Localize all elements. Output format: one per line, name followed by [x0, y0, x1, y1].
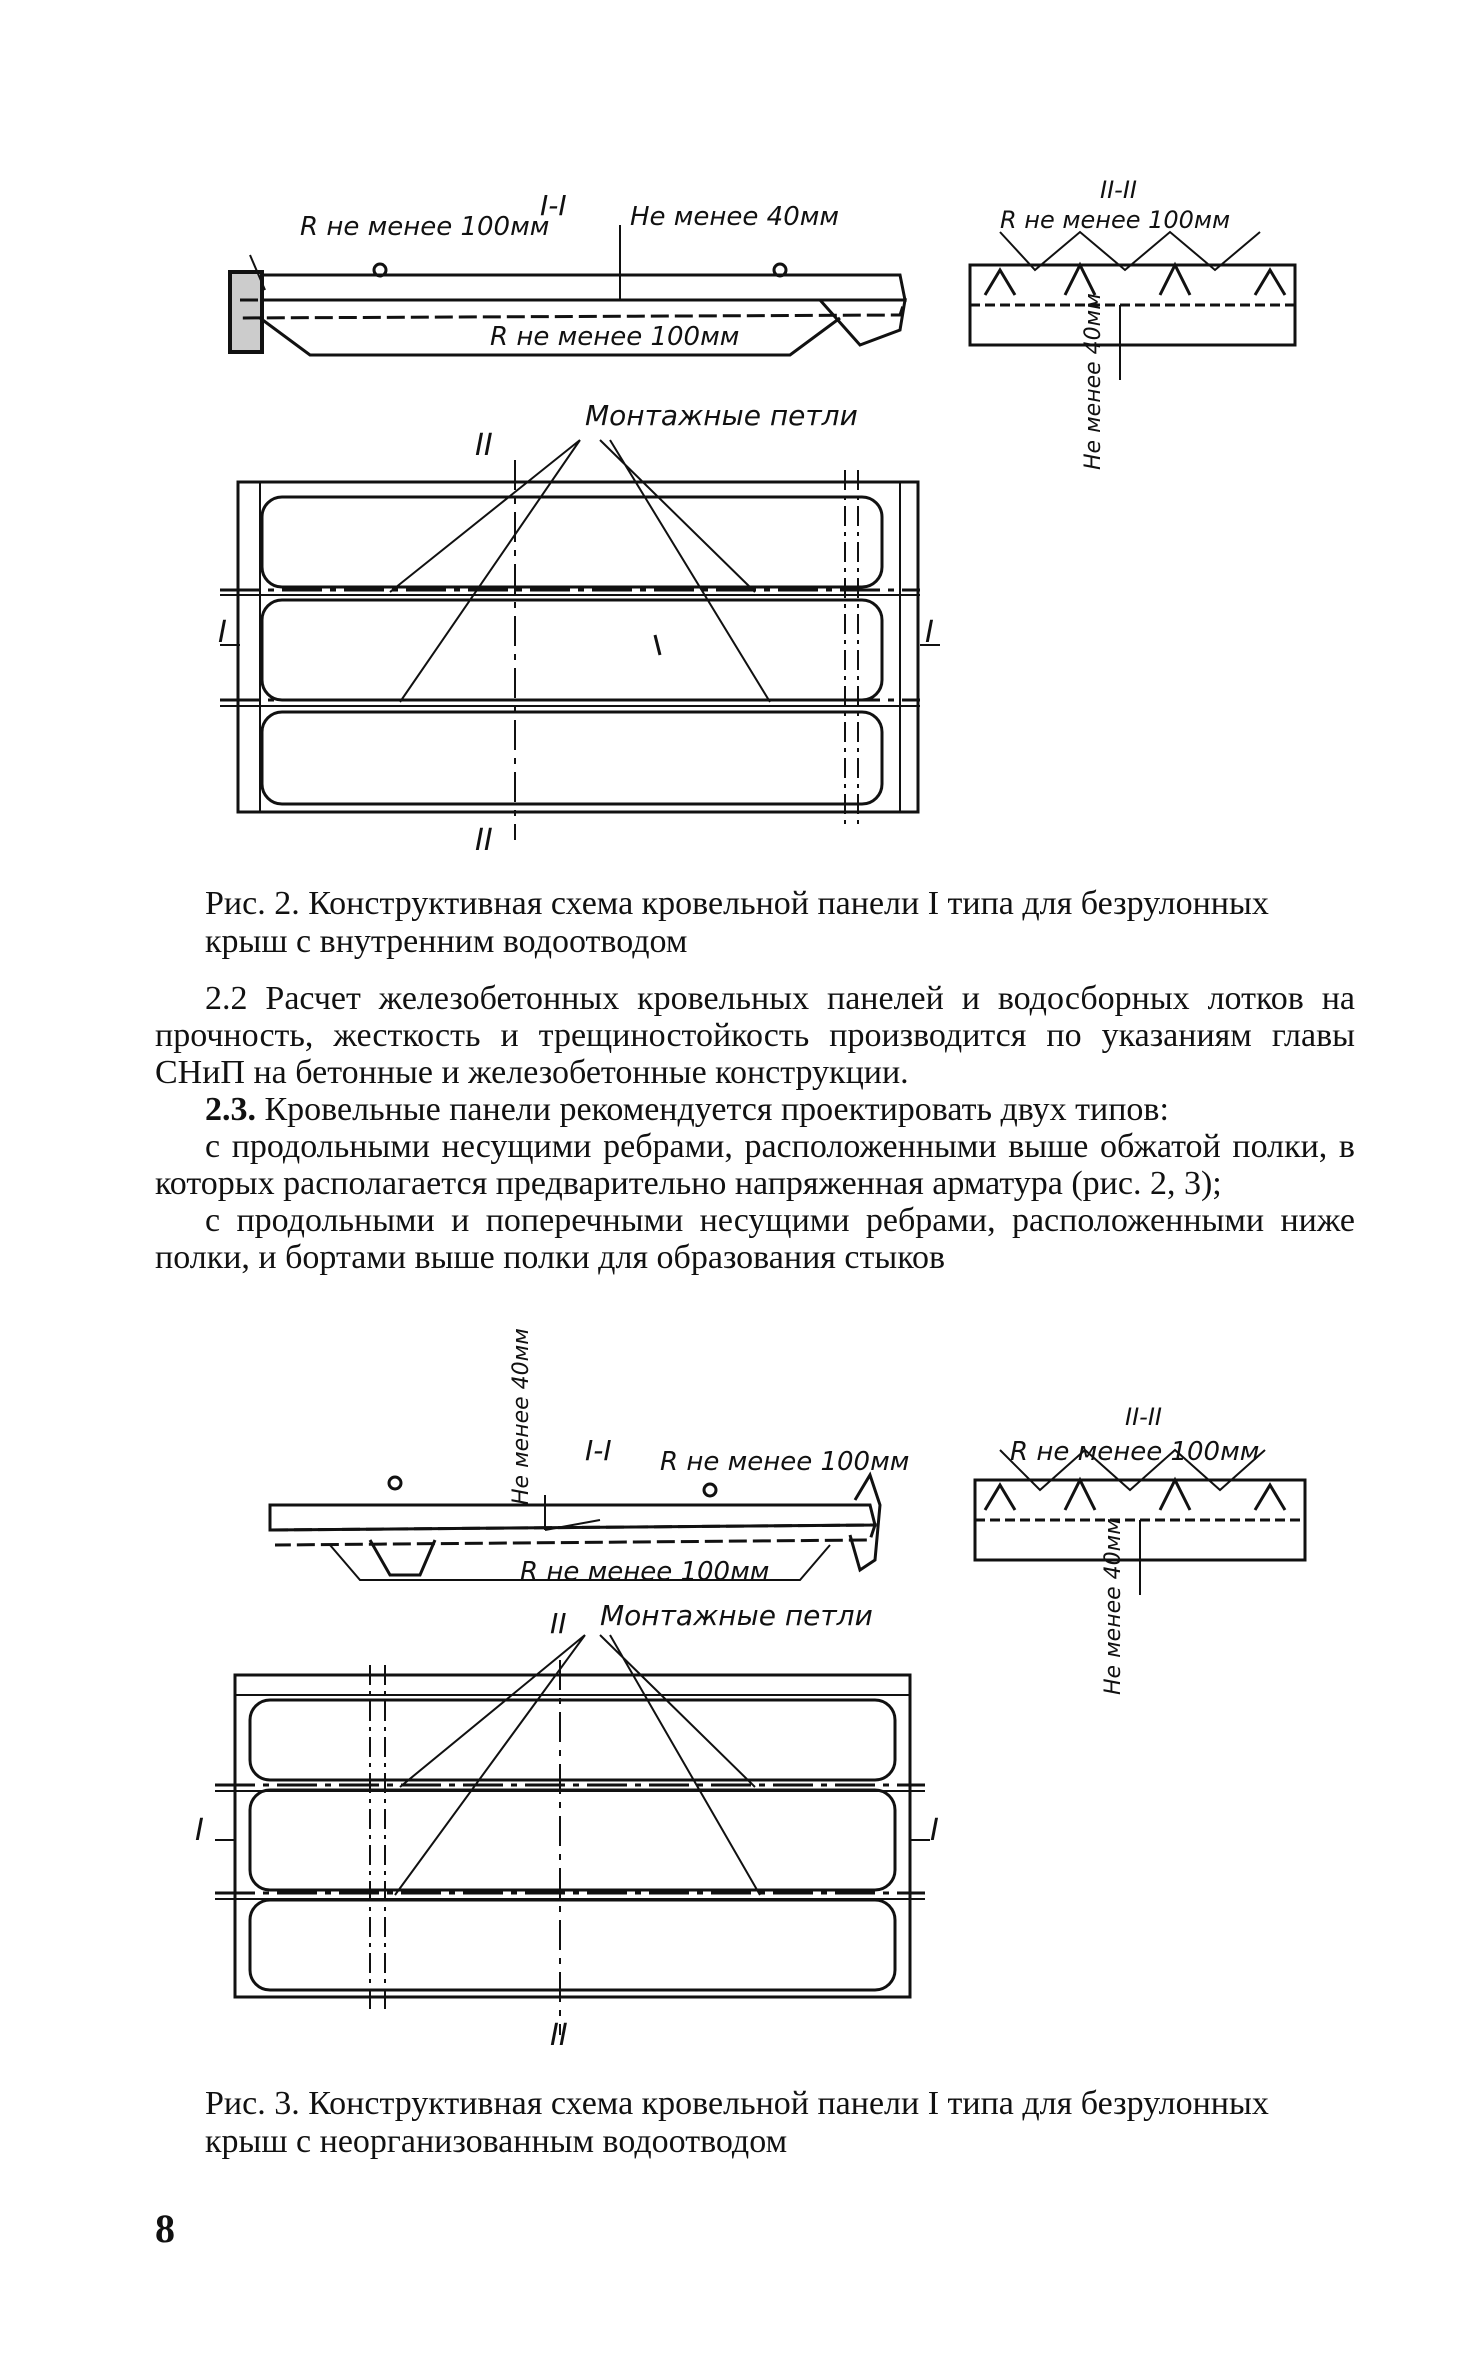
fig3-r-bottom: R не менее 100мм — [520, 1557, 770, 1587]
fig2-cut-mark-right: I — [925, 615, 934, 650]
fig3-r-section2: R не менее 100мм — [1010, 1437, 1260, 1467]
fig3-section-label-2: II-II — [1125, 1403, 1162, 1431]
fig2-cut-mark-left: I — [218, 615, 227, 650]
paragraph-type-2: с продольными и поперечными несущими ребрами, расположенными ниже полки, и бортами выше полки для образования стыков — [155, 1202, 1355, 1276]
fig3-caption: Рис. 3. Конструктивная схема кровельной панели I типа для безрулонных крыш с неорганизованным водоотводом — [205, 2085, 1269, 2160]
paragraph-2-2: 2.2 Расчет железобетонных кровельных панелей и водосборных лотков на прочность, жесткость и трещиностойкость производится по указаниям главы СНиП на бетонные и железобетонные конструкции. — [155, 980, 1355, 1091]
fig2-cut-mark-bottom: II — [475, 823, 493, 858]
fig3-cut-mark-top: II — [550, 1607, 567, 1640]
paragraph-type-1: с продольными несущими ребрами, расположенными выше обжатой полки, в которых располагается предварительно напряженная арматура (рис. 2, 3); — [155, 1128, 1355, 1202]
paragraph-2-3 — [155, 1091, 1355, 1128]
fig2-r-bottom: R не менее 100мм — [490, 322, 740, 352]
fig2-r-top-left: R не менее 100мм — [300, 212, 550, 242]
fig2-labels — [218, 176, 1230, 858]
fig3-loops-label: Монтажные петли — [600, 1599, 873, 1632]
fig3-drawing — [0, 1328, 1476, 2055]
body-text — [155, 980, 1355, 1276]
fig3-not-less-40-vertical: Не менее 40мм — [509, 1328, 534, 1505]
fig2-not-less-40-vertical: Не менее 40мм — [1081, 293, 1106, 470]
paragraph-2-3-text: Кровельные панели рекомендуется проектировать двух типов: — [264, 1091, 1169, 1128]
fig2-not-less-40: Не менее 40мм — [630, 202, 839, 232]
fig3-section-label-1: I-I — [585, 1434, 612, 1467]
fig2-cut-mark-top: II — [475, 428, 493, 463]
fig2-drawing — [0, 0, 1476, 870]
page-number: 8 — [155, 2206, 175, 2251]
paragraph-2-3-number: 2.3. — [205, 1091, 256, 1128]
fig3-cut-mark-left: I — [195, 1813, 204, 1848]
fig3-not-less-40-section2: Не менее 40мм — [1101, 1518, 1126, 1695]
fig2-section-label-1: I-I — [540, 189, 567, 222]
fig3-r-top: R не менее 100мм — [660, 1447, 910, 1477]
fig2-r-section2: R не менее 100мм — [1000, 206, 1231, 234]
fig2-section-label-2: II-II — [1100, 176, 1137, 204]
fig2-caption: Рис. 2. Конструктивная схема кровельной панели I типа для безрулонных крыш с внутренним водоотводом — [205, 885, 1269, 960]
fig3-cut-mark-bottom: II — [550, 2018, 568, 2053]
fig3-cut-mark-right: I — [930, 1813, 939, 1848]
fig3-labels — [195, 1328, 1259, 2053]
fig2-loops-label: Монтажные петли — [585, 399, 858, 432]
